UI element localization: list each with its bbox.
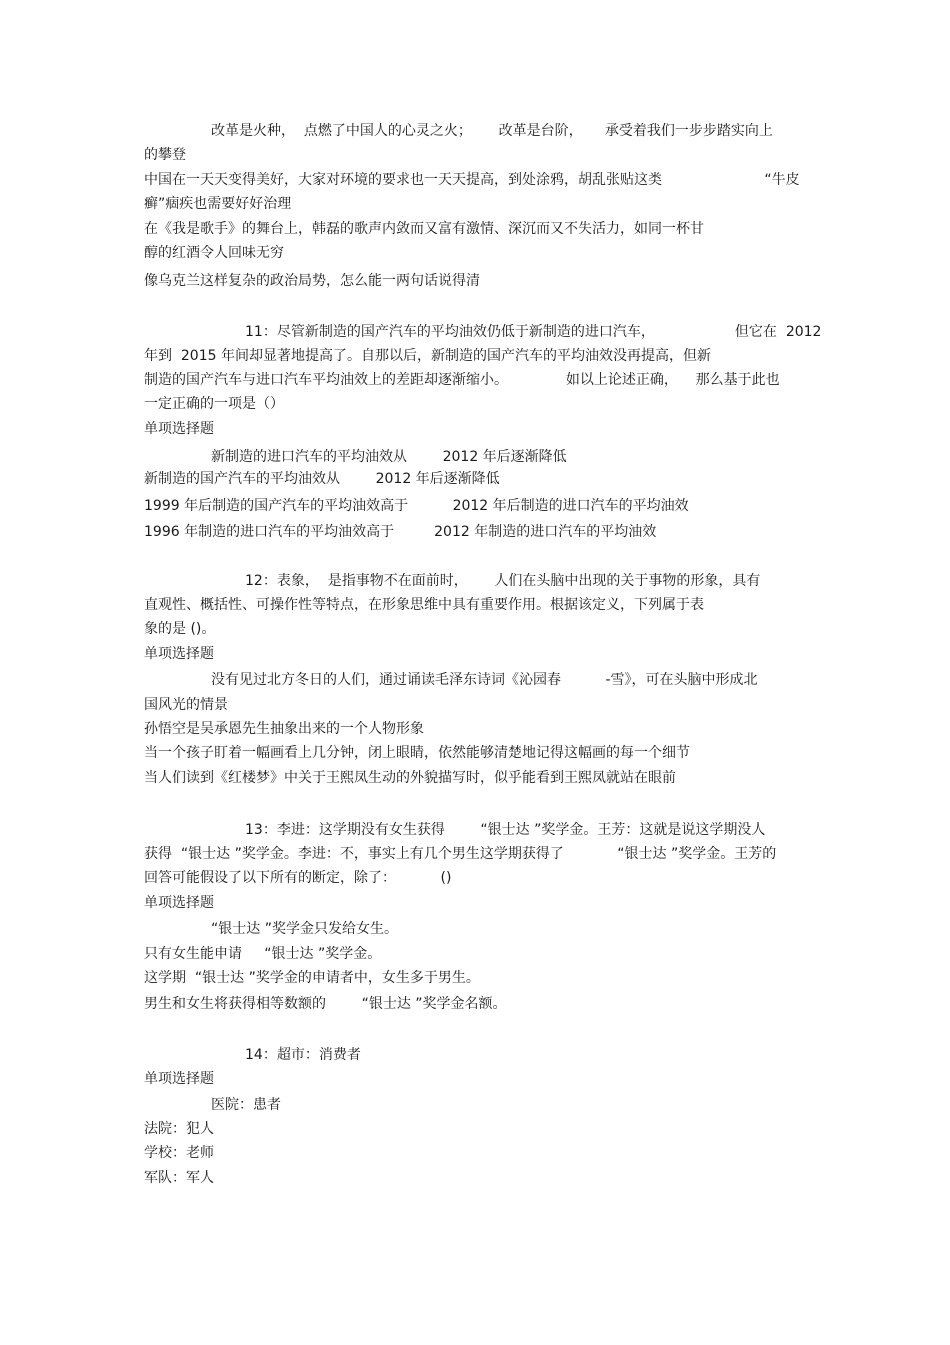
q14-option: 医院：患者 xyxy=(211,1097,281,1113)
q13-option: 这学期 “银士达 ”奖学金的申请者中，女生多于男生。 xyxy=(144,970,480,986)
q11-stem-line: 制造的国产汽车与进口汽车平均油效上的差距却逐渐缩小。 如以上论述正确， 那么基于此也 xyxy=(144,372,780,388)
q12-option: 孙悟空是吴承恩先生抽象出来的一个人物形象 xyxy=(144,721,424,737)
q11-stem-line: 11：尽管新制造的国产汽车的平均油效仍低于新制造的进口汽车， 但它在 2012 xyxy=(245,324,822,340)
intro-line: 在《我是歌手》的舞台上，韩磊的歌声内敛而又富有激情、深沉而又不失活力，如同一杯甘 xyxy=(144,221,704,237)
q12-option: 当一个孩子盯着一幅画看上几分钟，闭上眼睛，依然能够清楚地记得这幅画的每一个细节 xyxy=(144,745,690,761)
intro-line: 的攀登 xyxy=(144,147,186,163)
q11-option: 新制造的国产汽车的平均油效从 2012 年后逐渐降低 xyxy=(144,471,500,487)
intro-line: 改革是火种， 点燃了中国人的心灵之火； 改革是台阶， 承受着我们一步步踏实向上 xyxy=(211,123,773,139)
q12-option: 国风光的情景 xyxy=(144,697,228,713)
q13-type: 单项选择题 xyxy=(144,895,214,911)
q11-stem-line: 一定正确的一项是（） xyxy=(144,396,284,412)
q12-stem-line: 12：表象， 是指事物不在面前时， 人们在头脑中出现的关于事物的形象，具有 xyxy=(245,573,761,589)
q11-option: 新制造的进口汽车的平均油效从 2012 年后逐渐降低 xyxy=(211,449,567,465)
intro-line: 醇的红酒令人回味无穷 xyxy=(144,245,284,261)
q13-stem-line: 回答可能假设了以下所有的断定，除了： () xyxy=(144,870,452,886)
q12-option: 没有见过北方冬日的人们，通过诵读毛泽东诗词《沁园春 -雪》，可在头脑中形成北 xyxy=(211,672,758,688)
q13-stem-line: 获得 “银士达 ”奖学金。李进：不，事实上有几个男生这学期获得了 “银士达 ”奖学金。王芳的 xyxy=(144,846,777,862)
q12-stem-line: 象的是 ()。 xyxy=(144,621,216,637)
q14-option: 法院：犯人 xyxy=(144,1121,214,1137)
q13-option: “银士达 ”奖学金只发给女生。 xyxy=(211,921,398,937)
intro-line: 癣”痼疾也需要好好治理 xyxy=(144,196,292,212)
intro-line: 中国在一天天变得美好，大家对环境的要求也一天天提高，到处涂鸦，胡乱张贴这类 “牛皮 xyxy=(144,172,800,188)
q13-option: 男生和女生将获得相等数额的 “银士达 ”奖学金名额。 xyxy=(144,996,507,1012)
q13-option: 只有女生能申请 “银士达 ”奖学金。 xyxy=(144,946,382,962)
q11-stem-line: 年到 2015 年间却显著地提高了。自那以后，新制造的国产汽车的平均油效没再提高，但新 xyxy=(144,348,711,364)
intro-line: 像乌克兰这样复杂的政治局势，怎么能一两句话说得清 xyxy=(144,273,480,289)
q14-type: 单项选择题 xyxy=(144,1071,214,1087)
q11-type: 单项选择题 xyxy=(144,421,214,437)
q12-stem-line: 直观性、概括性、可操作性等特点，在形象思维中具有重要作用。根据该定义，下列属于表 xyxy=(144,597,704,613)
q13-stem-line: 13：李进：这学期没有女生获得 “银士达 ”奖学金。王芳：这就是说这学期没人 xyxy=(245,822,766,838)
q11-option: 1996 年制造的进口汽车的平均油效高于 2012 年制造的进口汽车的平均油效 xyxy=(144,524,657,540)
q12-option: 当人们读到《红楼梦》中关于王熙凤生动的外貌描写时，似乎能看到王熙凤就站在眼前 xyxy=(144,770,676,786)
q12-type: 单项选择题 xyxy=(144,646,214,662)
q14-option: 学校：老师 xyxy=(144,1145,214,1161)
q11-option: 1999 年后制造的国产汽车的平均油效高于 2012 年后制造的进口汽车的平均油效 xyxy=(144,498,689,514)
q14-option: 军队：军人 xyxy=(144,1170,214,1186)
q14-stem-line: 14：超市：消费者 xyxy=(245,1047,361,1063)
